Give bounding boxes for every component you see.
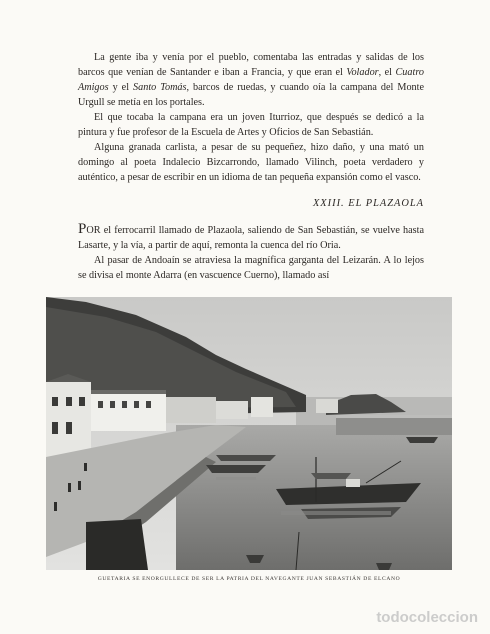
dropcap: P: [78, 221, 87, 237]
paragraph: POR el ferrocarril llamado de Plazaola, saliendo de San Sebastián, se vuelve hasta Lasarte, y la vía, a partir de aquí, remonta la cuenca del río Oria.: [78, 221, 424, 251]
paragraph: La gente iba y venía por el pueblo, comentaba las entradas y salidas de los barcos que venían de Santander e iban a Francia, y que eran el Volador, el Cuatro Amigos y el Santo Tomás, barcos de ruedas, y cuando oía la campana del Monte Urgull se metía en los portales.: [78, 52, 424, 108]
harbor-illustration: [46, 297, 452, 570]
body-text-bottom: [78, 223, 424, 283]
paragraph: Al pasar de Andoaín se atraviesa la magnífica garganta del Leizarán. A lo lejos se divisa el monte Adarra (en vascuence Cuerno), llamado así: [78, 255, 424, 281]
section-title: XXIII. EL PLAZAOLA: [312, 198, 424, 209]
photo-caption: GUETARIA SE ENORGULLECE DE SER LA PATRIA DEL NAVEGANTE JUAN SEBASTIÁN DE ELCANO: [97, 576, 401, 582]
watermark-logo: todocoleccion: [376, 609, 478, 626]
harbor-photo: [46, 297, 452, 570]
body-text-top: [78, 50, 424, 185]
paragraph: El que tocaba la campana era un joven Iturrioz, que después se dedicó a la pintura y fue profesor de la Escuela de Artes y Oficios de San Sebastián.: [78, 112, 424, 138]
paragraph: Alguna granada carlista, a pesar de su pequeñez, hizo daño, y una mató un domingo al poeta Indalecio Bizcarrondo, llamado Vilinch, poeta verdadero y auténtico, a pesar de escribir en un idioma de tan pequeña expansión como el vasco.: [78, 142, 424, 183]
